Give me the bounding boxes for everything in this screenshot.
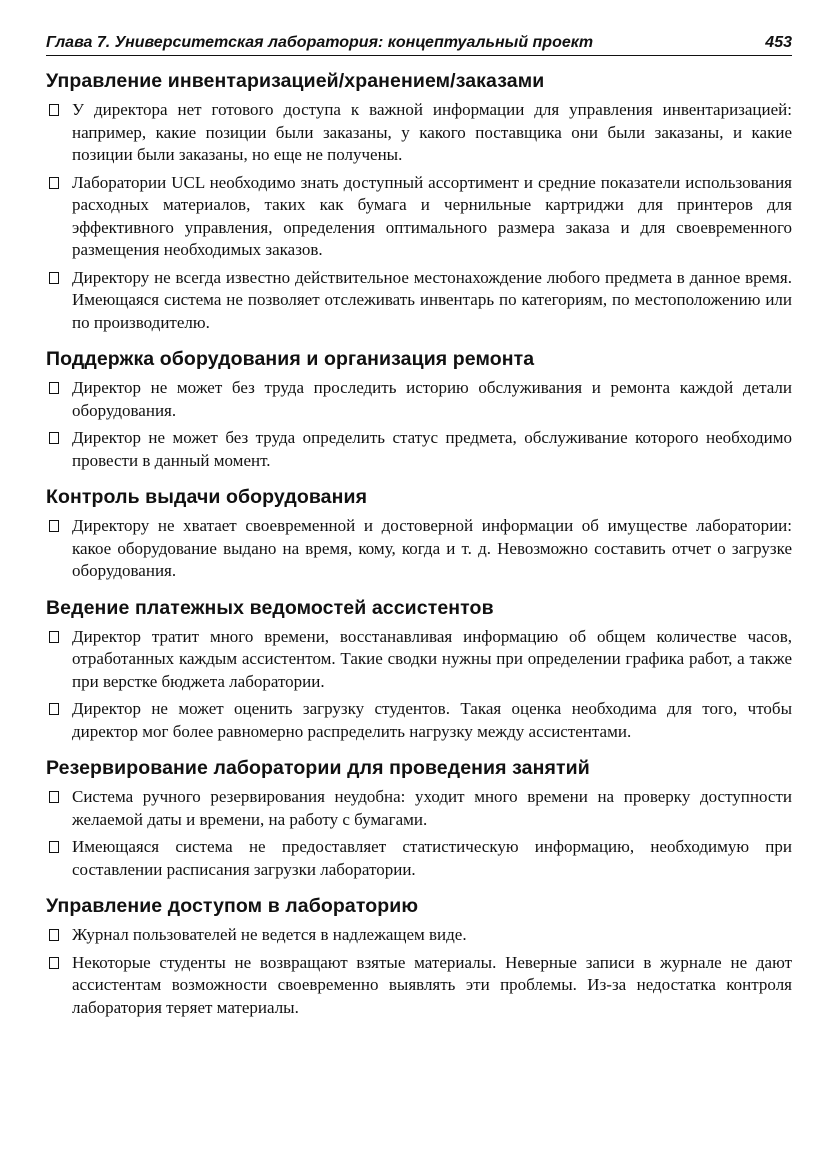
section-equipment-support bbox=[46, 348, 792, 472]
book-page bbox=[46, 34, 792, 1024]
running-header bbox=[46, 34, 792, 56]
list-item: Директор не может без труда проследить историю обслуживания и ремонта каждой детали оборудования. bbox=[46, 377, 792, 422]
list-item: Директор не может без труда определить статус предмета, обслуживание которого необходимо провести в данный момент. bbox=[46, 427, 792, 472]
list-item: Имеющаяся система не предоставляет статистическую информацию, необходимую при составлении расписания загрузки лаборатории. bbox=[46, 836, 792, 881]
list-item: Некоторые студенты не возвращают взятые материалы. Неверные записи в журнале не дают ассистентам возможности своевременно выявлять эти проблемы. Из-за недостатка контроля лаборатория теряет материалы. bbox=[46, 952, 792, 1020]
list-item: У директора нет готового доступа к важной информации для управления инвентаризацией: например, какие позиции были заказаны, у какого поставщика они были заказаны, и какие позиции были заказаны, но еще не получены. bbox=[46, 99, 792, 167]
section-heading: Управление доступом в лабораторию bbox=[46, 895, 419, 917]
section-inventory bbox=[46, 70, 792, 334]
section-heading: Резервирование лаборатории для проведения занятий bbox=[46, 757, 590, 779]
checkbox-bullet-icon bbox=[49, 929, 59, 941]
page-number: 453 bbox=[765, 34, 792, 51]
list-item: Директору не хватает своевременной и достоверной информации об имуществе лаборатории: какое оборудование выдано на время, кому, когда и т. д. Невозможно составить отчет о загрузке оборудования. bbox=[46, 515, 792, 583]
list-item: Система ручного резервирования неудобна: уходит много времени на проверку доступности желаемой даты и времени, на работу с бумагами. bbox=[46, 786, 792, 831]
section-lab-reservation bbox=[46, 757, 792, 881]
section-payroll bbox=[46, 597, 792, 744]
checkbox-bullet-icon bbox=[49, 177, 59, 189]
section-heading: Управление инвентаризацией/хранением/заказами bbox=[46, 70, 545, 92]
checkbox-bullet-icon bbox=[49, 520, 59, 532]
list-item: Журнал пользователей не ведется в надлежащем виде. bbox=[46, 924, 792, 947]
list-item: Лаборатории UCL необходимо знать доступный ассортимент и средние показатели использования расходных материалов, таких как бумага и чернильные картриджи для принтеров для эффективного управления, определения оптимального размера заказа и для своевременного размещения необходимых заказов. bbox=[46, 172, 792, 262]
section-access-control bbox=[46, 895, 792, 1019]
checkbox-bullet-icon bbox=[49, 631, 59, 643]
section-heading: Поддержка оборудования и организация ремонта bbox=[46, 348, 535, 370]
checkbox-bullet-icon bbox=[49, 272, 59, 284]
section-equipment-checkout bbox=[46, 486, 792, 583]
checkbox-bullet-icon bbox=[49, 432, 59, 444]
list-item: Директор тратит много времени, восстанавливая информацию об общем количестве часов, отработанных каждым ассистентом. Такие сводки нужны при определении графика работ, а также при верстке бюджета лаборатории. bbox=[46, 626, 792, 694]
section-heading: Ведение платежных ведомостей ассистентов bbox=[46, 596, 494, 619]
checkbox-bullet-icon bbox=[49, 382, 59, 394]
list-item: Директор не может оценить загрузку студентов. Такая оценка необходима для того, чтобы директор мог более равномерно распределить нагрузку между ассистентами. bbox=[46, 698, 792, 743]
checkbox-bullet-icon bbox=[49, 703, 59, 715]
checkbox-bullet-icon bbox=[49, 841, 59, 853]
checkbox-bullet-icon bbox=[49, 791, 59, 803]
list-item: Директору не всегда известно действительное местонахождение любого предмета в данное время. Имеющаяся система не позволяет отслеживать инвентарь по категориям, по местоположению или по производителю. bbox=[46, 267, 792, 335]
chapter-title: Глава 7. Университетская лаборатория: концептуальный проект bbox=[46, 34, 594, 51]
checkbox-bullet-icon bbox=[49, 104, 59, 116]
section-heading: Контроль выдачи оборудования bbox=[46, 486, 368, 508]
checkbox-bullet-icon bbox=[49, 957, 59, 969]
